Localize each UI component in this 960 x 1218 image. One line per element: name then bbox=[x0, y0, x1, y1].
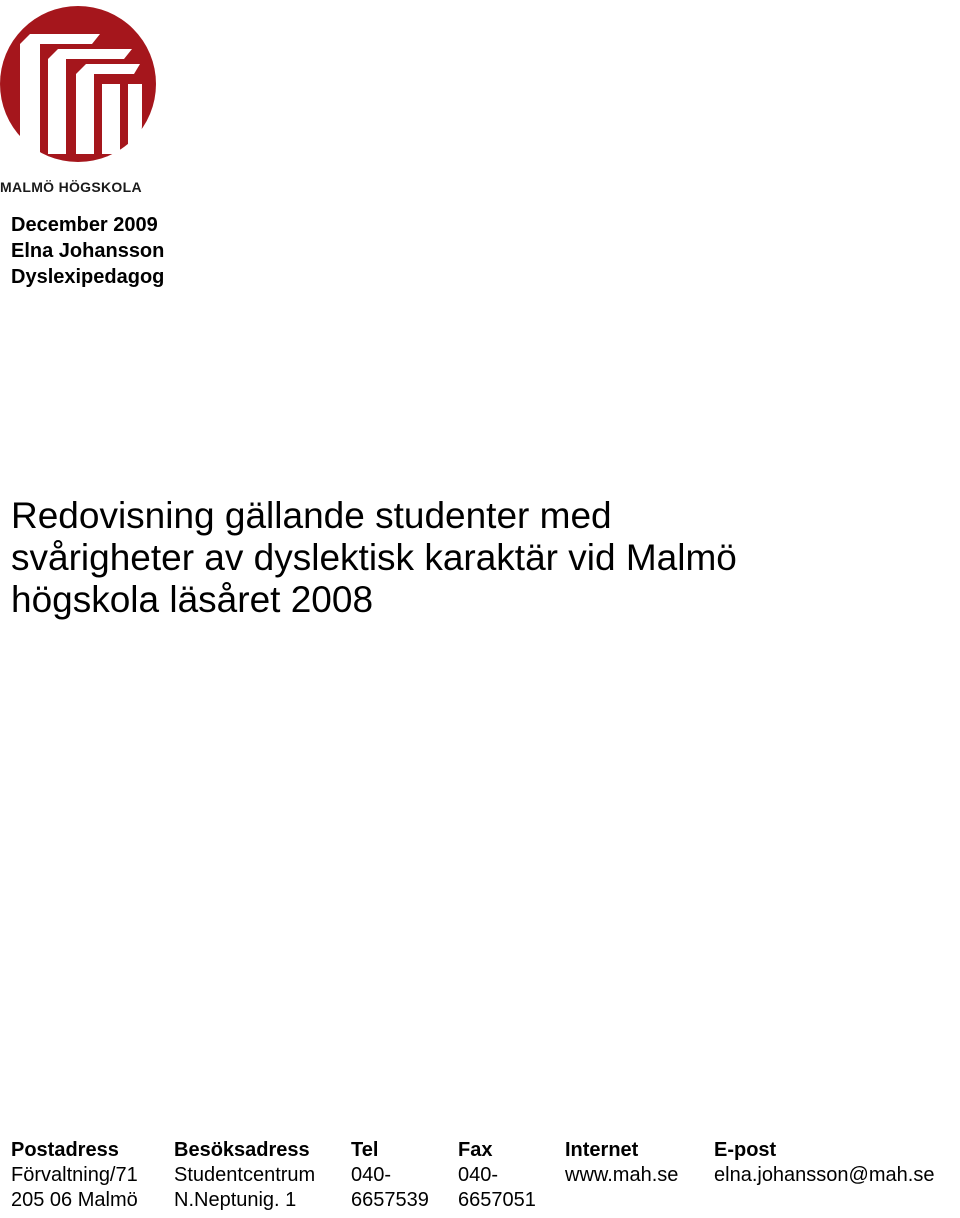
epost-label: E-post bbox=[714, 1139, 777, 1161]
besoksadress-line-1: Studentcentrum bbox=[174, 1164, 316, 1186]
malmo-hogskola-logo-icon bbox=[0, 4, 158, 169]
logo-wordmark: MALMÖ HÖGSKOLA bbox=[0, 179, 142, 195]
besoksadress-label: Besöksadress bbox=[174, 1139, 310, 1161]
document-date: December 2009 bbox=[11, 214, 158, 236]
website-link[interactable]: www.mah.se bbox=[565, 1164, 679, 1186]
postadress-line-2: 205 06 Malmö bbox=[11, 1189, 138, 1211]
tel-line-1: 040- bbox=[351, 1164, 392, 1186]
tel-label: Tel bbox=[351, 1139, 379, 1161]
footer-col-epost bbox=[714, 1138, 934, 1188]
internet-label: Internet bbox=[565, 1139, 639, 1161]
footer-col-fax bbox=[458, 1138, 536, 1213]
fax-line-1: 040- bbox=[458, 1164, 499, 1186]
footer-col-postadress bbox=[11, 1138, 138, 1213]
fax-line-2: 6657051 bbox=[458, 1189, 536, 1211]
postadress-label: Postadress bbox=[11, 1139, 119, 1161]
document-title bbox=[11, 495, 941, 621]
postadress-line-1: Förvaltning/71 bbox=[11, 1164, 138, 1186]
footer-col-tel bbox=[351, 1138, 429, 1213]
besoksadress-line-2: N.Neptunig. 1 bbox=[174, 1189, 297, 1211]
title-line-3: högskola läsåret 2008 bbox=[11, 579, 374, 620]
author-role: Dyslexipedagog bbox=[11, 266, 165, 288]
footer-col-besoksadress bbox=[174, 1138, 315, 1213]
document-author: Elna Johansson bbox=[11, 240, 165, 262]
title-line-2: svårigheter av dyslektisk karaktär vid Malmö bbox=[11, 537, 737, 578]
tel-line-2: 6657539 bbox=[351, 1189, 429, 1211]
fax-label: Fax bbox=[458, 1139, 493, 1161]
document-meta bbox=[11, 212, 164, 290]
email-link[interactable]: elna.johansson@mah.se bbox=[714, 1164, 935, 1186]
university-logo bbox=[0, 4, 158, 194]
title-line-1: Redovisning gällande studenter med bbox=[11, 495, 612, 536]
footer-col-internet bbox=[565, 1138, 678, 1188]
